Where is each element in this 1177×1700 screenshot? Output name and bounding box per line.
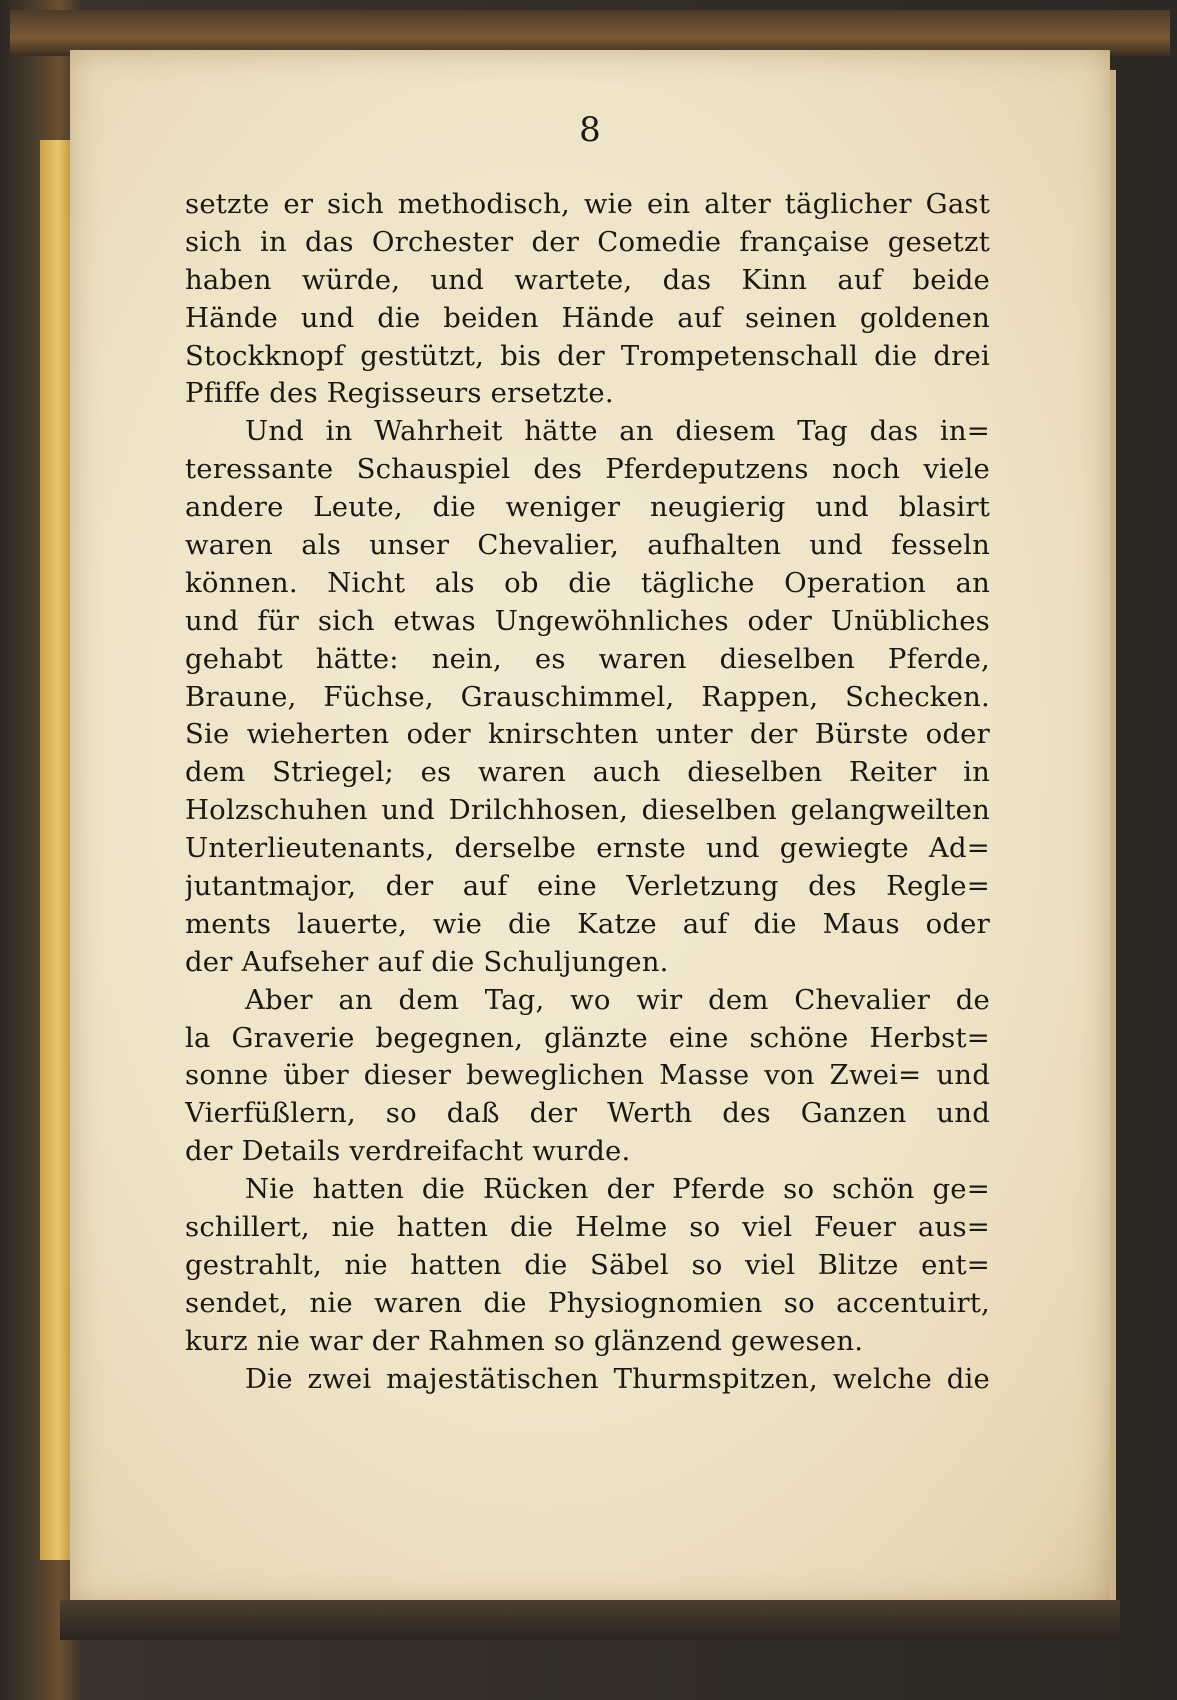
text-line: waren als unser Chevalier, aufhalten und fesseln [185, 529, 990, 562]
page-text [185, 186, 990, 1399]
text-line: kurz nie war der Rahmen so glänzend gewesen. [185, 1324, 864, 1357]
text-line: Hände und die beiden Hände auf seinen goldenen [185, 301, 990, 334]
text-line: gehabt hätte: nein, es waren dieselben Pferde, [185, 642, 990, 675]
text-line: Unterlieutenants, derselbe ernste und gewiegte Ad= [185, 832, 990, 865]
text-line: setzte er sich methodisch, wie ein alter täglicher Gast [185, 188, 990, 220]
text-line: Stockknopf gestützt, bis der Trompetenschall die drei [185, 339, 990, 372]
text-line: teressante Schauspiel des Pferdeputzens noch viele [185, 453, 990, 486]
text-line: Die zwei majestätischen Thurmspitzen, welche die [245, 1362, 990, 1395]
text-line: können. Nicht als ob die tägliche Operation an [185, 566, 990, 599]
text-line: gestrahlt, nie hatten die Säbel so viel Blitze ent= [185, 1248, 990, 1281]
text-line: und für sich etwas Ungewöhnliches oder Unübliches [185, 604, 990, 637]
text-line: Vierfüßlern, so daß der Werth des Ganzen und [185, 1097, 990, 1130]
text-line: Holzschuhen und Drilchhosen, dieselben gelangweilten [185, 794, 990, 827]
text-line: Sie wieherten oder knirschten unter der Bürste oder [185, 718, 990, 751]
text-line: der Details verdreifacht wurde. [185, 1135, 631, 1168]
text-line: schillert, nie hatten die Helme so viel Feuer aus= [185, 1211, 990, 1244]
text-line: Pfiffe des Regisseurs ersetzte. [185, 377, 614, 410]
text-line: der Aufseher auf die Schuljungen. [185, 945, 669, 978]
text-line: andere Leute, die weniger neugierig und blasirt [185, 491, 990, 524]
page-number: 8 [579, 110, 601, 150]
text-line: Und in Wahrheit hätte an diesem Tag das in= [245, 415, 990, 448]
text-line: Aber an dem Tag, wo wir dem Chevalier de [245, 983, 990, 1016]
text-line: sonne über dieser beweglichen Masse von Zwei= und [185, 1059, 990, 1092]
text-line: Nie hatten die Rücken der Pferde so schön ge= [245, 1173, 990, 1206]
text-line: Braune, Füchse, Grauschimmel, Rappen, Schecken. [185, 680, 990, 713]
cover-bottom-edge [60, 1600, 1120, 1640]
text-line: sich in das Orchester der Comedie française gesetzt [185, 225, 990, 258]
text-line: sendet, nie waren die Physiognomien so accentuirt, [185, 1286, 990, 1319]
text-line: dem Striegel; es waren auch dieselben Reiter in [185, 756, 990, 789]
text-line: jutantmajor, der auf eine Verletzung des Regle= [185, 870, 990, 903]
text-line: la Graverie begegnen, glänzte eine schöne Herbst= [185, 1021, 990, 1054]
text-line: ments lauerte, wie die Katze auf die Maus oder [185, 907, 990, 940]
text-line: haben würde, und wartete, das Kinn auf beide [185, 263, 990, 296]
